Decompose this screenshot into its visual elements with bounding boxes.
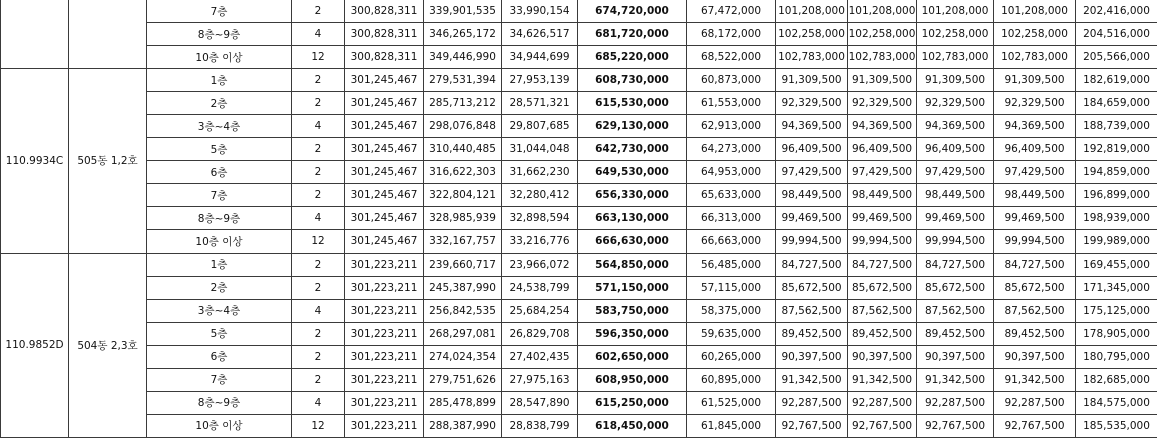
total-price-cell: 564,850,000: [578, 253, 687, 276]
floor-cell: 3층~4층: [147, 299, 292, 322]
value-cell: 301,223,211: [345, 414, 424, 437]
value-cell: 2: [292, 138, 345, 161]
floor-cell: 8층~9층: [147, 391, 292, 414]
value-cell: 301,223,211: [345, 276, 424, 299]
value-cell: 23,966,072: [502, 253, 578, 276]
value-cell: 4: [292, 391, 345, 414]
unit-type-cell: [1, 0, 69, 69]
value-cell: 92,287,500: [917, 391, 994, 414]
value-cell: 85,672,500: [917, 276, 994, 299]
value-cell: 28,838,799: [502, 414, 578, 437]
value-cell: 97,429,500: [848, 161, 917, 184]
value-cell: 328,985,939: [424, 207, 502, 230]
value-cell: 102,258,000: [994, 23, 1076, 46]
value-cell: 90,397,500: [848, 345, 917, 368]
unit-type-cell: 110.9934C: [1, 69, 69, 253]
table-row: [1, 253, 1157, 276]
value-cell: 91,309,500: [776, 69, 848, 92]
table-row: [1, 345, 1157, 368]
total-price-cell: 602,650,000: [578, 345, 687, 368]
value-cell: 239,660,717: [424, 253, 502, 276]
value-cell: 274,024,354: [424, 345, 502, 368]
value-cell: 101,208,000: [848, 0, 917, 23]
table-row: [1, 414, 1157, 437]
value-cell: 87,562,500: [917, 299, 994, 322]
total-price-cell: 608,950,000: [578, 368, 687, 391]
table-row: [1, 230, 1157, 253]
floor-cell: 1층: [147, 69, 292, 92]
value-cell: 60,873,000: [687, 69, 776, 92]
value-cell: 92,287,500: [776, 391, 848, 414]
value-cell: 4: [292, 299, 345, 322]
value-cell: 99,994,500: [848, 230, 917, 253]
building-cell: 505동 1,2호: [69, 69, 147, 253]
table-row: [1, 138, 1157, 161]
value-cell: 192,819,000: [1076, 138, 1157, 161]
value-cell: 89,452,500: [848, 322, 917, 345]
value-cell: 89,452,500: [994, 322, 1076, 345]
value-cell: 4: [292, 115, 345, 138]
table-row: [1, 322, 1157, 345]
value-cell: 92,767,500: [848, 414, 917, 437]
value-cell: 301,245,467: [345, 138, 424, 161]
value-cell: 31,662,230: [502, 161, 578, 184]
total-price-cell: 615,250,000: [578, 391, 687, 414]
floor-cell: 3층~4층: [147, 115, 292, 138]
total-price-cell: 649,530,000: [578, 161, 687, 184]
table-row: [1, 115, 1157, 138]
total-price-cell: 685,220,000: [578, 46, 687, 69]
value-cell: 301,223,211: [345, 368, 424, 391]
value-cell: 301,245,467: [345, 69, 424, 92]
floor-cell: 10층 이상: [147, 414, 292, 437]
value-cell: 84,727,500: [776, 253, 848, 276]
total-price-cell: 663,130,000: [578, 207, 687, 230]
value-cell: 298,076,848: [424, 115, 502, 138]
building-cell: 504동 2,3호: [69, 253, 147, 437]
value-cell: 301,245,467: [345, 207, 424, 230]
value-cell: 99,469,500: [776, 207, 848, 230]
unit-type-cell: 110.9852D: [1, 253, 69, 437]
value-cell: 84,727,500: [848, 253, 917, 276]
floor-cell: 8층~9층: [147, 23, 292, 46]
value-cell: 332,167,757: [424, 230, 502, 253]
value-cell: 301,223,211: [345, 345, 424, 368]
value-cell: 180,795,000: [1076, 345, 1157, 368]
value-cell: 322,804,121: [424, 184, 502, 207]
value-cell: 12: [292, 230, 345, 253]
value-cell: 87,562,500: [776, 299, 848, 322]
floor-cell: 2층: [147, 276, 292, 299]
floor-cell: 6층: [147, 345, 292, 368]
floor-cell: 1층: [147, 253, 292, 276]
value-cell: 169,455,000: [1076, 253, 1157, 276]
value-cell: 2: [292, 184, 345, 207]
value-cell: 279,531,394: [424, 69, 502, 92]
value-cell: 310,440,485: [424, 138, 502, 161]
total-price-cell: 642,730,000: [578, 138, 687, 161]
value-cell: 90,397,500: [994, 345, 1076, 368]
value-cell: 301,245,467: [345, 115, 424, 138]
value-cell: 194,859,000: [1076, 161, 1157, 184]
value-cell: 84,727,500: [917, 253, 994, 276]
value-cell: 99,469,500: [848, 207, 917, 230]
value-cell: 300,828,311: [345, 0, 424, 23]
value-cell: 102,258,000: [776, 23, 848, 46]
value-cell: 66,313,000: [687, 207, 776, 230]
value-cell: 185,535,000: [1076, 414, 1157, 437]
value-cell: 91,309,500: [917, 69, 994, 92]
value-cell: 90,397,500: [776, 345, 848, 368]
value-cell: 184,575,000: [1076, 391, 1157, 414]
value-cell: 205,566,000: [1076, 46, 1157, 69]
value-cell: 256,842,535: [424, 299, 502, 322]
value-cell: 31,044,048: [502, 138, 578, 161]
value-cell: 61,553,000: [687, 92, 776, 115]
value-cell: 97,429,500: [994, 161, 1076, 184]
value-cell: 288,387,990: [424, 414, 502, 437]
value-cell: 67,472,000: [687, 0, 776, 23]
value-cell: 68,522,000: [687, 46, 776, 69]
value-cell: 27,975,163: [502, 368, 578, 391]
table-row: [1, 69, 1157, 92]
value-cell: 96,409,500: [848, 138, 917, 161]
floor-cell: 7층: [147, 0, 292, 23]
value-cell: 98,449,500: [994, 184, 1076, 207]
value-cell: 85,672,500: [848, 276, 917, 299]
table-body: [1, 0, 1157, 437]
table-row: [1, 0, 1157, 23]
value-cell: 99,469,500: [917, 207, 994, 230]
total-price-cell: 596,350,000: [578, 322, 687, 345]
value-cell: 316,622,303: [424, 161, 502, 184]
total-price-cell: 674,720,000: [578, 0, 687, 23]
value-cell: 184,659,000: [1076, 92, 1157, 115]
value-cell: 300,828,311: [345, 23, 424, 46]
value-cell: 196,899,000: [1076, 184, 1157, 207]
value-cell: 301,223,211: [345, 391, 424, 414]
value-cell: 32,280,412: [502, 184, 578, 207]
value-cell: 57,115,000: [687, 276, 776, 299]
value-cell: 28,547,890: [502, 391, 578, 414]
value-cell: 90,397,500: [917, 345, 994, 368]
value-cell: 97,429,500: [776, 161, 848, 184]
value-cell: 96,409,500: [917, 138, 994, 161]
value-cell: 101,208,000: [776, 0, 848, 23]
value-cell: 33,216,776: [502, 230, 578, 253]
value-cell: 2: [292, 0, 345, 23]
floor-cell: 7층: [147, 368, 292, 391]
table-row: [1, 46, 1157, 69]
value-cell: 92,329,500: [848, 92, 917, 115]
table-row: [1, 368, 1157, 391]
value-cell: 178,905,000: [1076, 322, 1157, 345]
value-cell: 29,807,685: [502, 115, 578, 138]
value-cell: 59,635,000: [687, 322, 776, 345]
value-cell: 98,449,500: [776, 184, 848, 207]
value-cell: 182,685,000: [1076, 368, 1157, 391]
floor-cell: 7층: [147, 184, 292, 207]
value-cell: 68,172,000: [687, 23, 776, 46]
value-cell: 199,989,000: [1076, 230, 1157, 253]
value-cell: 198,939,000: [1076, 207, 1157, 230]
value-cell: 2: [292, 69, 345, 92]
value-cell: 85,672,500: [776, 276, 848, 299]
table-row: [1, 161, 1157, 184]
value-cell: 24,538,799: [502, 276, 578, 299]
value-cell: 2: [292, 276, 345, 299]
value-cell: 92,287,500: [848, 391, 917, 414]
value-cell: 188,739,000: [1076, 115, 1157, 138]
floor-cell: 5층: [147, 322, 292, 345]
value-cell: 92,767,500: [917, 414, 994, 437]
value-cell: 2: [292, 368, 345, 391]
floor-cell: 6층: [147, 161, 292, 184]
building-cell: [69, 0, 147, 69]
floor-cell: 2층: [147, 92, 292, 115]
value-cell: 61,845,000: [687, 414, 776, 437]
value-cell: 2: [292, 161, 345, 184]
value-cell: 91,309,500: [994, 69, 1076, 92]
value-cell: 27,953,139: [502, 69, 578, 92]
value-cell: 102,783,000: [917, 46, 994, 69]
total-price-cell: 571,150,000: [578, 276, 687, 299]
value-cell: 99,994,500: [917, 230, 994, 253]
value-cell: 89,452,500: [776, 322, 848, 345]
value-cell: 175,125,000: [1076, 299, 1157, 322]
floor-cell: 8층~9층: [147, 207, 292, 230]
value-cell: 102,783,000: [994, 46, 1076, 69]
value-cell: 12: [292, 46, 345, 69]
value-cell: 91,342,500: [776, 368, 848, 391]
total-price-cell: 681,720,000: [578, 23, 687, 46]
value-cell: 349,446,990: [424, 46, 502, 69]
value-cell: 92,767,500: [994, 414, 1076, 437]
value-cell: 97,429,500: [917, 161, 994, 184]
value-cell: 285,713,212: [424, 92, 502, 115]
value-cell: 300,828,311: [345, 46, 424, 69]
total-price-cell: 656,330,000: [578, 184, 687, 207]
value-cell: 102,783,000: [776, 46, 848, 69]
value-cell: 98,449,500: [848, 184, 917, 207]
value-cell: 94,369,500: [848, 115, 917, 138]
value-cell: 2: [292, 345, 345, 368]
value-cell: 2: [292, 322, 345, 345]
table-row: [1, 92, 1157, 115]
value-cell: 65,633,000: [687, 184, 776, 207]
value-cell: 60,895,000: [687, 368, 776, 391]
value-cell: 171,345,000: [1076, 276, 1157, 299]
value-cell: 102,258,000: [917, 23, 994, 46]
value-cell: 62,913,000: [687, 115, 776, 138]
value-cell: 66,663,000: [687, 230, 776, 253]
value-cell: 102,258,000: [848, 23, 917, 46]
value-cell: 101,208,000: [917, 0, 994, 23]
value-cell: 92,329,500: [917, 92, 994, 115]
value-cell: 85,672,500: [994, 276, 1076, 299]
value-cell: 34,626,517: [502, 23, 578, 46]
value-cell: 87,562,500: [848, 299, 917, 322]
value-cell: 94,369,500: [776, 115, 848, 138]
value-cell: 91,309,500: [848, 69, 917, 92]
value-cell: 301,223,211: [345, 299, 424, 322]
value-cell: 56,485,000: [687, 253, 776, 276]
value-cell: 301,245,467: [345, 161, 424, 184]
value-cell: 64,273,000: [687, 138, 776, 161]
total-price-cell: 583,750,000: [578, 299, 687, 322]
value-cell: 301,245,467: [345, 184, 424, 207]
value-cell: 4: [292, 23, 345, 46]
value-cell: 301,223,211: [345, 253, 424, 276]
value-cell: 33,990,154: [502, 0, 578, 23]
total-price-cell: 618,450,000: [578, 414, 687, 437]
value-cell: 204,516,000: [1076, 23, 1157, 46]
value-cell: 64,953,000: [687, 161, 776, 184]
total-price-cell: 615,530,000: [578, 92, 687, 115]
value-cell: 92,329,500: [776, 92, 848, 115]
value-cell: 98,449,500: [917, 184, 994, 207]
value-cell: 94,369,500: [917, 115, 994, 138]
table-row: [1, 207, 1157, 230]
value-cell: 91,342,500: [917, 368, 994, 391]
floor-cell: 10층 이상: [147, 230, 292, 253]
value-cell: 27,402,435: [502, 345, 578, 368]
value-cell: 268,297,081: [424, 322, 502, 345]
floor-cell: 10층 이상: [147, 46, 292, 69]
value-cell: 346,265,172: [424, 23, 502, 46]
value-cell: 91,342,500: [994, 368, 1076, 391]
value-cell: 96,409,500: [776, 138, 848, 161]
value-cell: 339,901,535: [424, 0, 502, 23]
value-cell: 61,525,000: [687, 391, 776, 414]
value-cell: 89,452,500: [917, 322, 994, 345]
total-price-cell: 629,130,000: [578, 115, 687, 138]
value-cell: 32,898,594: [502, 207, 578, 230]
value-cell: 99,994,500: [994, 230, 1076, 253]
value-cell: 12: [292, 414, 345, 437]
value-cell: 94,369,500: [994, 115, 1076, 138]
table-row: [1, 299, 1157, 322]
value-cell: 279,751,626: [424, 368, 502, 391]
value-cell: 285,478,899: [424, 391, 502, 414]
value-cell: 96,409,500: [994, 138, 1076, 161]
value-cell: 28,571,321: [502, 92, 578, 115]
value-cell: 91,342,500: [848, 368, 917, 391]
table-row: [1, 184, 1157, 207]
value-cell: 202,416,000: [1076, 0, 1157, 23]
value-cell: 101,208,000: [994, 0, 1076, 23]
value-cell: 84,727,500: [994, 253, 1076, 276]
value-cell: 99,994,500: [776, 230, 848, 253]
table-row: [1, 23, 1157, 46]
floor-cell: 5층: [147, 138, 292, 161]
value-cell: 102,783,000: [848, 46, 917, 69]
value-cell: 301,223,211: [345, 322, 424, 345]
table-row: [1, 391, 1157, 414]
table-row: [1, 276, 1157, 299]
total-price-cell: 608,730,000: [578, 69, 687, 92]
value-cell: 26,829,708: [502, 322, 578, 345]
value-cell: 92,767,500: [776, 414, 848, 437]
value-cell: 245,387,990: [424, 276, 502, 299]
value-cell: 58,375,000: [687, 299, 776, 322]
value-cell: 25,684,254: [502, 299, 578, 322]
value-cell: 4: [292, 207, 345, 230]
value-cell: 2: [292, 92, 345, 115]
value-cell: 34,944,699: [502, 46, 578, 69]
value-cell: 2: [292, 253, 345, 276]
value-cell: 182,619,000: [1076, 69, 1157, 92]
value-cell: 301,245,467: [345, 230, 424, 253]
value-cell: 92,329,500: [994, 92, 1076, 115]
value-cell: 301,245,467: [345, 92, 424, 115]
value-cell: 87,562,500: [994, 299, 1076, 322]
value-cell: 99,469,500: [994, 207, 1076, 230]
value-cell: 60,265,000: [687, 345, 776, 368]
total-price-cell: 666,630,000: [578, 230, 687, 253]
value-cell: 92,287,500: [994, 391, 1076, 414]
